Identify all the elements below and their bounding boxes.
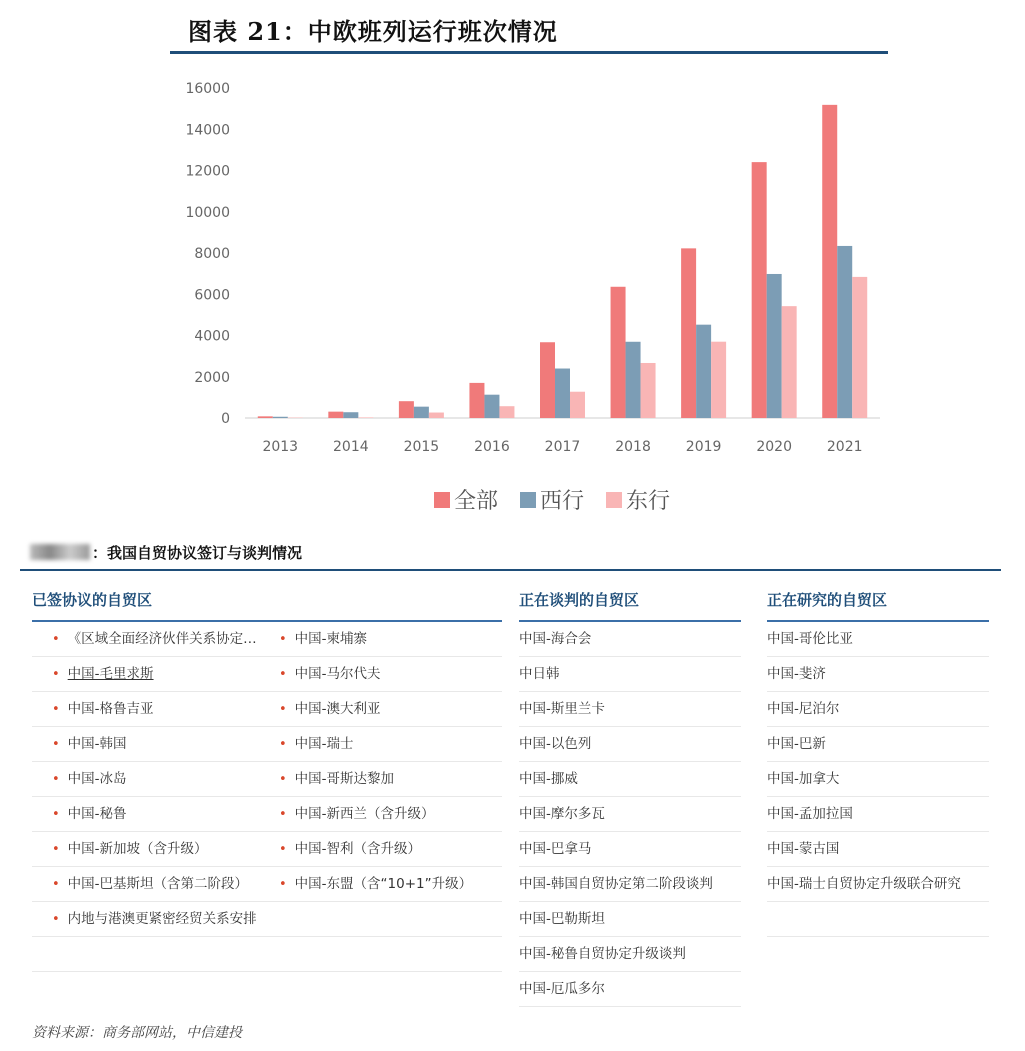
bullet-icon: • — [52, 772, 60, 787]
x-tick-label: 2015 — [403, 439, 440, 455]
figure-title: 图表 21：中欧班列运行班次情况 — [188, 17, 558, 46]
signed-item-label: 中国-柬埔寨 — [294, 631, 368, 647]
signed-item[interactable] — [32, 867, 271, 901]
negotiating-item[interactable]: 中国-海合会 — [519, 622, 741, 657]
researching-item[interactable]: 中国-瑞士自贸协定升级联合研究 — [767, 867, 989, 902]
legend-swatch-all — [434, 492, 450, 508]
x-tick-label: 2016 — [474, 439, 510, 455]
bar-2016-0 — [469, 383, 484, 418]
negotiating-list — [519, 622, 741, 1007]
negotiating-item[interactable]: 中国-巴拿马 — [519, 832, 741, 867]
bullet-icon: • — [279, 877, 287, 892]
bar-2016-1 — [484, 395, 499, 418]
negotiating-item[interactable]: 中国-韩国自贸协定第二阶段谈判 — [519, 867, 741, 902]
signed-item[interactable] — [271, 657, 498, 691]
bullet-icon: • — [52, 702, 60, 717]
researching-column — [767, 580, 989, 937]
source-note: 资料来源：商务部网站，中信建投 — [32, 1025, 242, 1041]
negotiating-column — [519, 580, 741, 1007]
signed-item-label: 中国-哥斯达黎加 — [294, 771, 395, 787]
bar-2017-0 — [540, 342, 555, 418]
legend-item-all — [434, 484, 498, 515]
bar-2019-2 — [711, 342, 726, 418]
x-tick-label: 2021 — [826, 439, 863, 455]
bar-2015-0 — [399, 401, 414, 418]
researching-empty-row — [767, 902, 989, 937]
x-tick-label: 2014 — [333, 439, 369, 455]
negotiating-item[interactable]: 中国-厄瓜多尔 — [519, 972, 741, 1007]
signed-item[interactable] — [32, 832, 271, 866]
bar-2015-2 — [429, 413, 444, 418]
negotiating-item[interactable]: 中国-以色列 — [519, 727, 741, 762]
signed-item[interactable] — [271, 867, 498, 901]
table-divider — [20, 569, 1001, 571]
signed-item[interactable] — [32, 727, 271, 761]
signed-item-label: 中国-智利（含升级） — [294, 841, 422, 857]
bar-2021-0 — [822, 105, 837, 418]
bullet-icon: • — [279, 702, 287, 717]
bullet-icon: • — [52, 737, 60, 752]
table-title — [30, 542, 302, 563]
researching-item[interactable]: 中国-尼泊尔 — [767, 692, 989, 727]
legend-label-east: 东行 — [626, 489, 671, 514]
signed-list — [32, 622, 502, 972]
redacted-label — [30, 544, 90, 560]
bar-2021-2 — [852, 277, 867, 418]
x-tick-label: 2017 — [544, 439, 581, 455]
signed-item-label: 中国-毛里求斯 — [67, 666, 154, 682]
signed-item-label: 中国-新加坡（含升级） — [67, 841, 208, 857]
chart-legend — [434, 484, 670, 515]
bullet-icon: • — [279, 842, 287, 857]
signed-item[interactable] — [32, 902, 271, 936]
bar-2016-2 — [499, 406, 514, 418]
signed-item-label: 中国-韩国 — [67, 736, 127, 752]
negotiating-item[interactable]: 中国-摩尔多瓦 — [519, 797, 741, 832]
x-tick-label: 2013 — [262, 439, 299, 455]
signed-item-label: 《区域全面经济伙伴关系协定… — [67, 631, 257, 647]
signed-empty-row — [32, 937, 502, 972]
signed-item-label: 中国-格鲁吉亚 — [67, 701, 154, 717]
y-tick-label: 0 — [221, 411, 230, 427]
table-title-text: ：我国自贸协议签订与谈判情况 — [92, 544, 303, 562]
bullet-icon: • — [279, 772, 287, 787]
y-tick-label: 6000 — [194, 287, 230, 304]
bar-2018-1 — [626, 342, 641, 418]
signed-item[interactable] — [32, 692, 271, 726]
bar-2014-0 — [328, 412, 343, 418]
researching-header: 正在研究的自贸区 — [767, 580, 989, 622]
bar-2021-1 — [837, 246, 852, 418]
bar-2014-2 — [358, 417, 373, 418]
researching-item[interactable]: 中国-巴新 — [767, 727, 989, 762]
researching-item[interactable]: 中国-蒙古国 — [767, 832, 989, 867]
bar-2020-1 — [767, 274, 782, 418]
bullet-icon: • — [52, 667, 60, 682]
bar-2013-1 — [273, 417, 288, 418]
signed-item[interactable] — [32, 762, 271, 796]
bar-2018-0 — [611, 287, 626, 418]
signed-item-label: 中国-巴基斯坦（含第二阶段） — [67, 876, 249, 892]
signed-item-label: 中国-新西兰（含升级） — [294, 806, 435, 822]
y-tick-label: 16000 — [185, 81, 230, 97]
signed-item-label: 内地与港澳更紧密经贸关系安排 — [67, 911, 257, 927]
y-tick-label: 8000 — [194, 246, 230, 262]
signed-row — [32, 832, 502, 867]
negotiating-item[interactable]: 中国-巴勒斯坦 — [519, 902, 741, 937]
signed-item-label: 中国-瑞士 — [294, 736, 354, 752]
bar-2020-0 — [752, 162, 767, 418]
bar-2018-2 — [641, 363, 656, 418]
signed-item-label: 中国-澳大利亚 — [294, 701, 381, 717]
title-divider — [170, 51, 888, 54]
legend-label-all: 全部 — [454, 489, 499, 514]
bar-2020-2 — [782, 306, 797, 418]
bar-2014-1 — [343, 412, 358, 418]
signed-row — [32, 657, 502, 692]
bullet-icon: • — [52, 807, 60, 822]
signed-row — [32, 692, 502, 727]
signed-row — [32, 867, 502, 902]
bullet-icon: • — [52, 842, 60, 857]
signed-item[interactable] — [271, 727, 498, 761]
negotiating-item[interactable]: 中国-斯里兰卡 — [519, 692, 741, 727]
signed-item[interactable] — [32, 622, 271, 656]
signed-item-label: 中国-东盟（含“10+1”升级） — [294, 876, 473, 892]
negotiating-item[interactable]: 中国-挪威 — [519, 762, 741, 797]
bullet-icon: • — [279, 807, 287, 822]
signed-item-label: 中国-马尔代夫 — [294, 666, 381, 682]
bar-2019-1 — [696, 325, 711, 418]
signed-row — [32, 902, 502, 937]
y-tick-label: 10000 — [185, 204, 230, 221]
researching-item[interactable]: 中国-哥伦比亚 — [767, 622, 989, 657]
y-tick-label: 2000 — [194, 369, 230, 386]
signed-item[interactable] — [271, 622, 498, 656]
negotiating-header: 正在谈判的自贸区 — [519, 580, 741, 622]
bullet-icon: • — [52, 912, 60, 927]
signed-item[interactable] — [32, 797, 271, 831]
signed-item[interactable] — [271, 832, 498, 866]
bullet-icon: • — [279, 667, 287, 682]
signed-item[interactable] — [32, 657, 271, 691]
bar-2019-0 — [681, 248, 696, 418]
legend-swatch-west — [520, 492, 536, 508]
bullet-icon: • — [52, 632, 60, 647]
bullet-icon: • — [279, 632, 287, 647]
researching-list — [767, 622, 989, 937]
y-tick-label: 12000 — [185, 163, 230, 180]
researching-item[interactable]: 中国-加拿大 — [767, 762, 989, 797]
researching-item[interactable]: 中国-斐济 — [767, 657, 989, 692]
signed-item-label: 中国-冰岛 — [67, 771, 127, 787]
x-tick-label: 2019 — [685, 439, 722, 455]
signed-item-label: 中国-秘鲁 — [67, 806, 127, 822]
bar-2013-0 — [258, 416, 273, 418]
bar-chart — [0, 60, 1025, 480]
signed-row — [32, 622, 502, 657]
x-tick-label: 2020 — [756, 439, 792, 455]
negotiating-item[interactable]: 中国-秘鲁自贸协定升级谈判 — [519, 937, 741, 972]
signed-item[interactable] — [271, 692, 498, 726]
signed-item[interactable] — [271, 762, 498, 796]
y-tick-label: 14000 — [185, 122, 230, 139]
bullet-icon: • — [52, 877, 60, 892]
bar-2017-2 — [570, 392, 585, 418]
signed-item[interactable] — [271, 797, 498, 831]
signed-item — [271, 902, 490, 936]
bar-2017-1 — [555, 369, 570, 418]
negotiating-item[interactable]: 中日韩 — [519, 657, 741, 692]
y-tick-label: 4000 — [194, 328, 230, 345]
legend-swatch-east — [606, 492, 622, 508]
x-tick-label: 2018 — [615, 439, 651, 455]
researching-item[interactable]: 中国-孟加拉国 — [767, 797, 989, 832]
signed-row — [32, 727, 502, 762]
legend-label-west: 西行 — [540, 489, 585, 514]
signed-column — [32, 580, 502, 972]
signed-row — [32, 762, 502, 797]
legend-item-west — [520, 484, 584, 515]
signed-row — [32, 797, 502, 832]
bar-2015-1 — [414, 407, 429, 418]
signed-header: 已签协议的自贸区 — [32, 580, 502, 622]
bullet-icon: • — [279, 737, 287, 752]
legend-item-east — [606, 484, 670, 515]
